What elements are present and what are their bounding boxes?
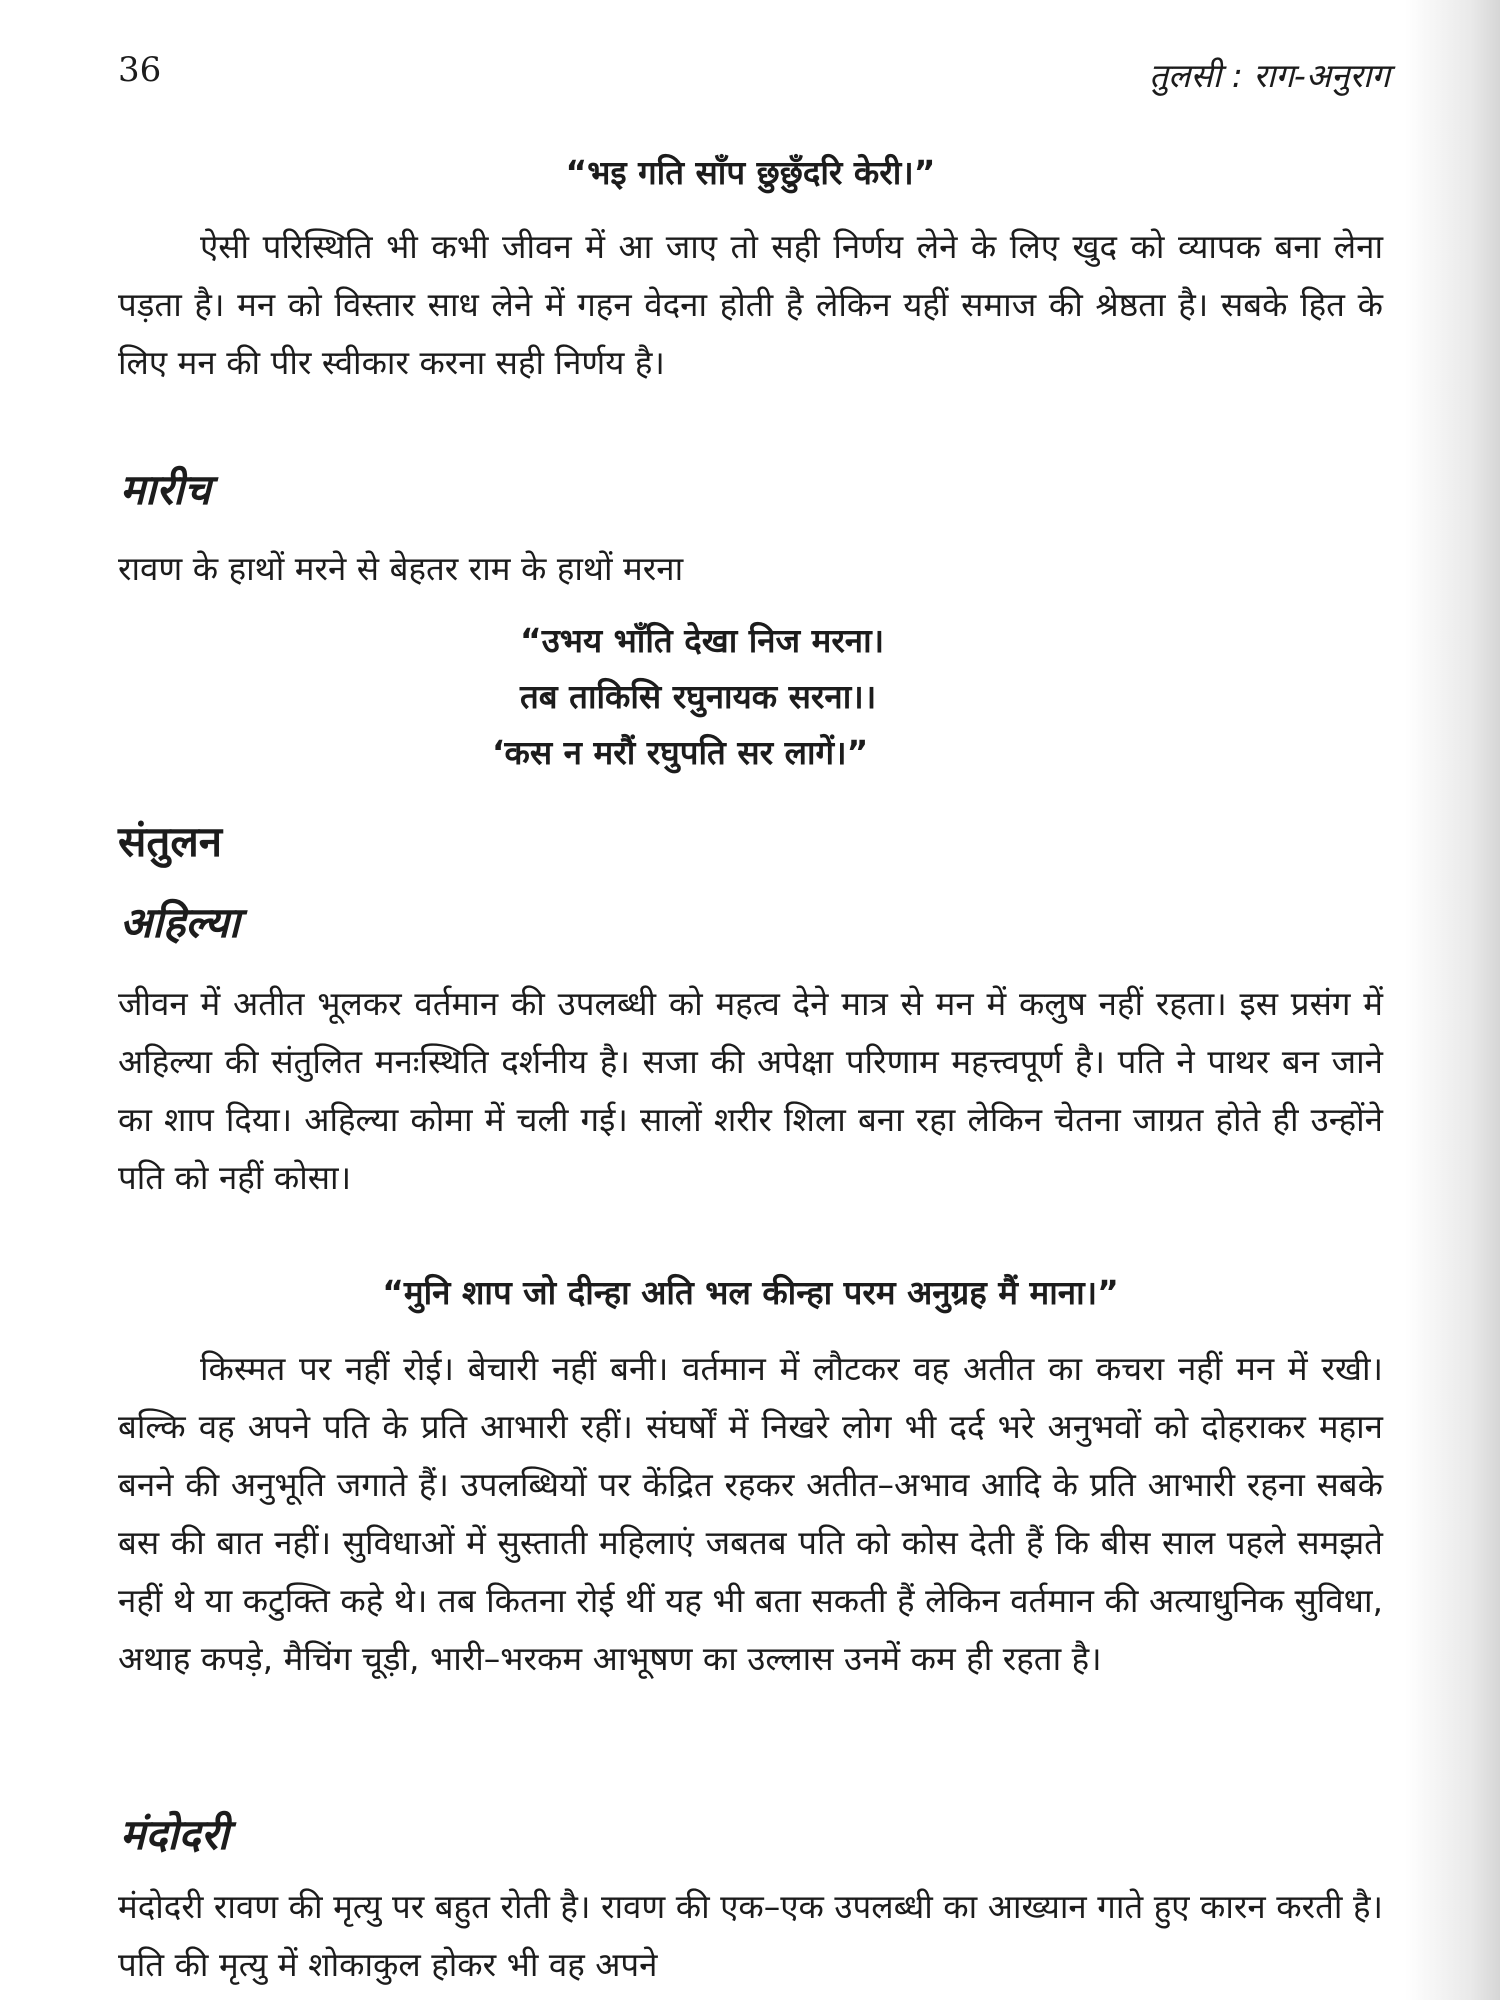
heading-santulan: संतुलन — [118, 817, 223, 866]
paragraph-ahilya: जीवन में अतीत भूलकर वर्तमान की उपलब्धी को महत्व देने मात्र से मन में कलुष नहीं रहता। इस प्रसंग में अहिल्या की संतुलित मनःस्थिति दर्शनीय है। सजा की अपेक्षा परिणाम महत्त्वपूर्ण है। पति ने पाथर बन जाने का शाप दिया। अहिल्या कोमा में चली गई। सालों शरीर शिला बना रहा लेकिन चेतना जाग्रत होते ही उन्होंने पति को नहीं कोसा। — [118, 984, 1383, 1197]
paragraph-mandodari: मंदोदरी रावण की मृत्यु पर बहुत रोती है। रावण की एक–एक उपलब्धी का आख्यान गाते हुए कारन करती है। पति की मृत्यु में शोकाकुल होकर भी वह अपने — [118, 1887, 1383, 1984]
running-title: तुलसी : राग-अनुराग — [1149, 56, 1390, 95]
paragraph-decision: ऐसी परिस्थिति भी कभी जीवन में आ जाए तो सही निर्णय लेने के लिए खुद को व्यापक बना लेना पड़ता है। मन को विस्तार साध लेने में गहन वेदना होती है लेकिन यहीं समाज की श्रेष्ठता है। सबके हित के लिए मन की पीर स्वीकार करना सही निर्णय है। — [118, 227, 1383, 382]
verse-marich — [492, 613, 885, 781]
paragraph-gratitude: किस्मत पर नहीं रोई। बेचारी नहीं बनी। वर्तमान में लौटकर वह अतीत का कचरा नहीं मन में रखी। बल्कि वह अपने पति के प्रति आभारी रहीं। संघर्षों में निखरे लोग भी दर्द भरे अनुभवों को दोहराकर महान बनने की अनुभूति जगाते हैं। उपलब्धियों पर केंद्रित रहकर अतीत–अभाव आदि के प्रति आभारी रहना सबके बस की बात नहीं। सुविधाओं में सुस्ताती महिलाएं जबतब पति को कोस देती हैं कि बीस साल पहले समझते नहीं थे या कटुक्ति कहे थे। तब कितना रोई थीं यह भी बता सकती हैं लेकिन वर्तमान की अत्याधुनिक सुविधा, अथाह कपड़े, मैचिंग चूड़ी, भारी–भरकम आभूषण का उल्लास उनमें कम ही रहता है। — [118, 1349, 1384, 1678]
page-gutter-shadow — [1405, 0, 1500, 2000]
quote-muni-shap: “मुनि शाप जो दीन्हा अति भल कीन्हा परम अनुग्रह मैं माना।” — [382, 1273, 1119, 1312]
heading-marich: मारीच — [120, 465, 211, 514]
verse-line-3: ‘कस न मरौं रघुपति सर लागें।” — [492, 733, 869, 772]
heading-mandodari: मंदोदरी — [120, 1810, 229, 1859]
verse-line-2: तब ताकिसि रघुनायक सरना।। — [520, 677, 877, 716]
verse-line-1: “उभय भाँति देखा निज मरना। — [520, 621, 885, 660]
quote-chhuchhundari: “भइ गति साँप छुछुँदरि केरी।” — [565, 153, 936, 192]
marich-intro-line: रावण के हाथों मरने से बेहतर राम के हाथों मरना — [118, 549, 684, 588]
page-number: 36 — [118, 50, 162, 90]
heading-ahilya: अहिल्या — [120, 898, 240, 947]
